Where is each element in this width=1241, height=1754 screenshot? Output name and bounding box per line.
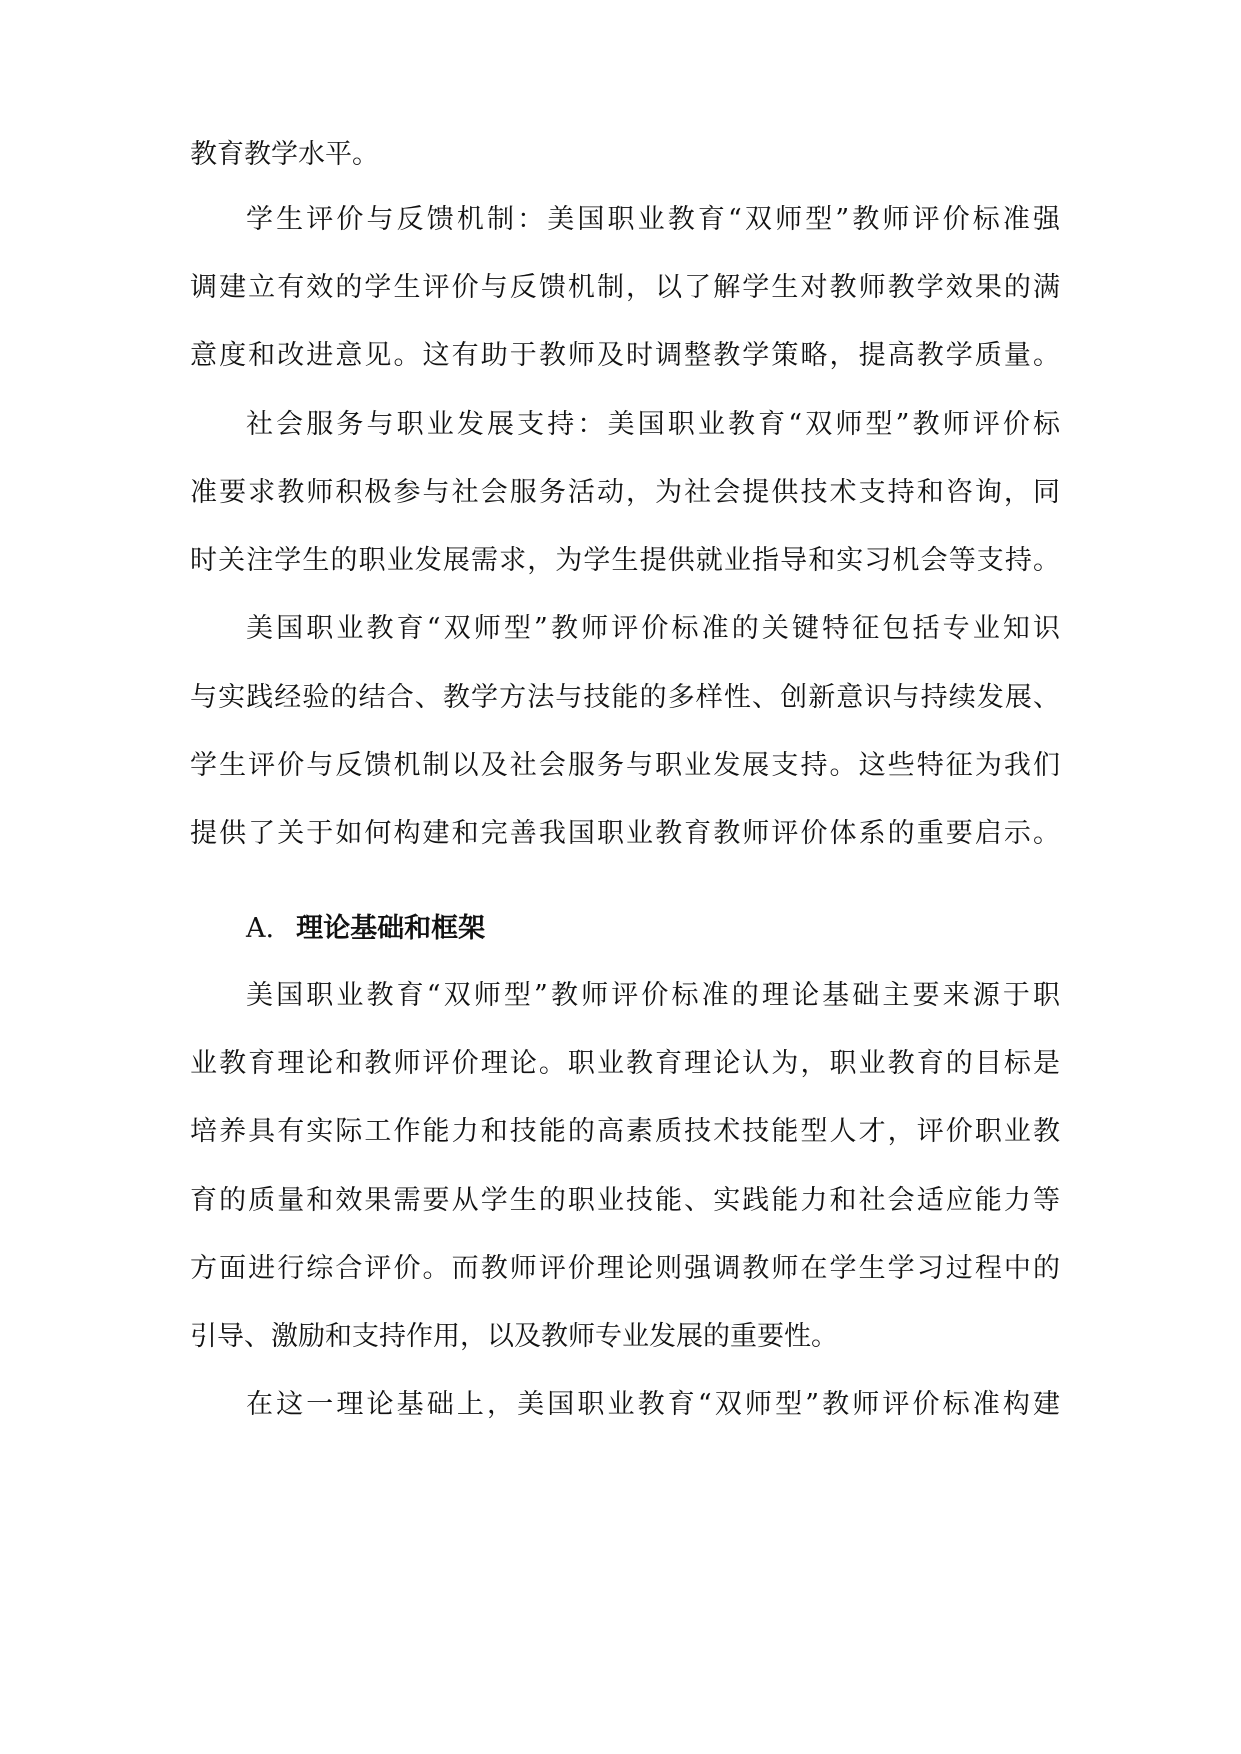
section-heading [246, 909, 1046, 949]
section-paragraph-0-line-5: 引导、激励和支持作用，以及教师专业发展的重要性。 [190, 1321, 838, 1352]
section-paragraph-0-line-1: 业教育理论和教师评价理论。职业教育理论认为，职业教育的目标是 [190, 1048, 1060, 1079]
paragraph-3-line-2: 学生评价与反馈机制以及社会服务与职业发展支持。这些特征为我们 [190, 750, 1060, 781]
paragraph-2-line-1: 准要求教师积极参与社会服务活动，为社会提供技术支持和咨询，同 [190, 477, 1060, 508]
paragraph-2-line-0: 社会服务与职业发展支持：美国职业教育“双师型”教师评价标 [246, 409, 1060, 440]
section-paragraph-0-line-4: 方面进行综合评价。而教师评价理论则强调教师在学生学习过程中的 [190, 1253, 1060, 1284]
section-paragraph-0-line-2: 培养具有实际工作能力和技能的高素质技术技能型人才，评价职业教 [190, 1116, 1060, 1147]
paragraph-2-line-2: 时关注学生的职业发展需求，为学生提供就业指导和实习机会等支持。 [190, 545, 1060, 576]
paragraph-3-line-0: 美国职业教育“双师型”教师评价标准的关键特征包括专业知识 [246, 613, 1060, 644]
paragraph-0-line-0: 教育教学水平。 [190, 139, 379, 170]
paragraph-1-line-1: 调建立有效的学生评价与反馈机制，以了解学生对教师教学效果的满 [190, 272, 1060, 303]
section-paragraph-1-line-0: 在这一理论基础上，美国职业教育“双师型”教师评价标准构建 [246, 1389, 1060, 1420]
paragraph-3-line-1: 与实践经验的结合、教学方法与技能的多样性、创新意识与持续发展、 [190, 682, 1060, 713]
section-paragraph-0-line-0: 美国职业教育“双师型”教师评价标准的理论基础主要来源于职 [246, 980, 1060, 1011]
section-paragraph-0-line-3: 育的质量和效果需要从学生的职业技能、实践能力和社会适应能力等 [190, 1185, 1060, 1216]
paragraph-3-line-3: 提供了关于如何构建和完善我国职业教育教师评价体系的重要启示。 [190, 818, 1060, 849]
paragraph-1-line-0: 学生评价与反馈机制：美国职业教育“双师型”教师评价标准强 [246, 204, 1060, 235]
section-marker: A. [246, 913, 275, 944]
section-title: 理论基础和框架 [296, 913, 486, 944]
paragraph-1-line-2: 意度和改进意见。这有助于教师及时调整教学策略，提高教学质量。 [190, 340, 1060, 371]
